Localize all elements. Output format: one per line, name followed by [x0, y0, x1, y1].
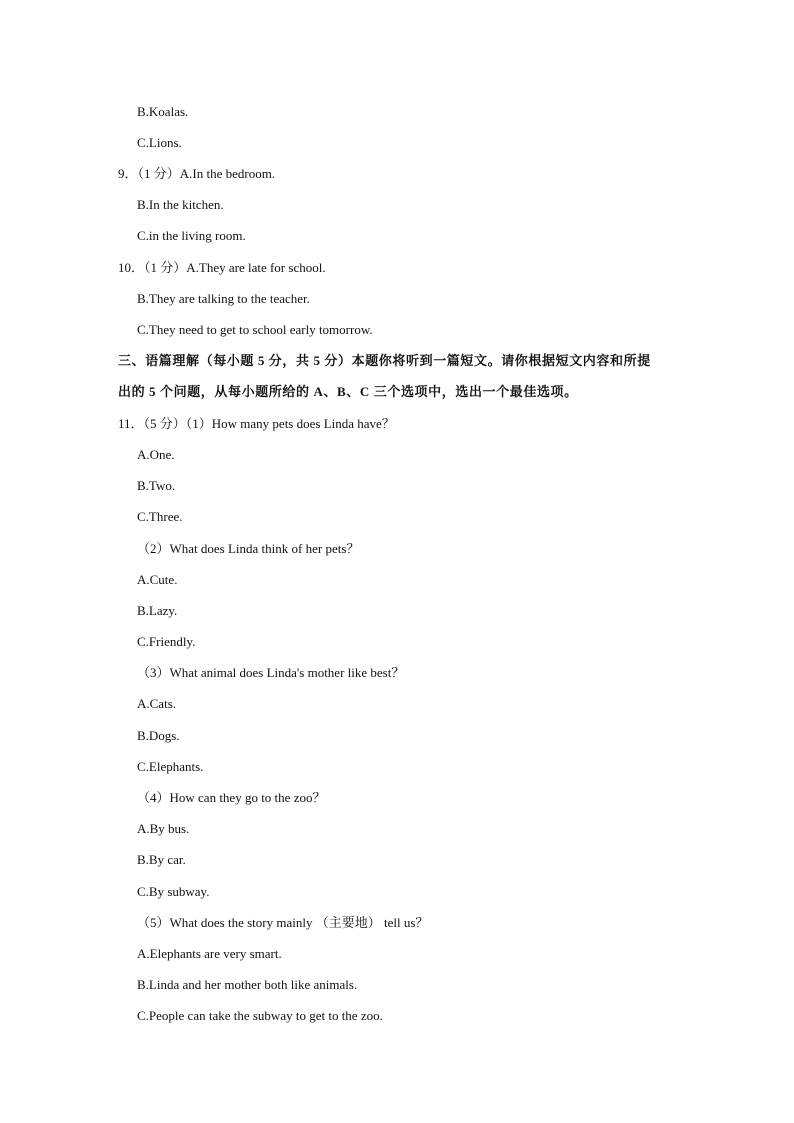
section-3-instructions-line-1: 三、语篇理解（每小题 5 分，共 5 分）本题你将听到一篇短文。请你根据短文内容和所提 — [118, 353, 651, 368]
question-11-3-option-c: C.Elephants. — [137, 759, 204, 774]
question-11-4-option-a: A.By bus. — [137, 821, 190, 836]
question-11-part-4: （4）How can they go to the zoo？ — [137, 790, 326, 805]
question-11-3-option-a: A.Cats. — [137, 696, 176, 711]
question-9-option-c: C.in the living room. — [137, 228, 246, 243]
question-11-part-3: （3）What animal does Linda's mother like best？ — [137, 665, 405, 680]
question-11-5-option-a: A.Elephants are very smart. — [137, 946, 282, 961]
question-10-option-c: C.They need to get to school early tomorrow. — [137, 322, 373, 337]
question-11-4-option-c: C.By subway. — [137, 884, 210, 899]
question-9-option-b: B.In the kitchen. — [137, 197, 224, 212]
question-11-1-option-b: B.Two. — [137, 478, 176, 493]
question-11-part-2: （2）What does Linda think of her pets？ — [137, 541, 360, 556]
question-9: 9．（1 分）A.In the bedroom. — [118, 166, 276, 181]
option-c-lions: C.Lions. — [137, 135, 182, 150]
question-11-2-option-b: B.Lazy. — [137, 603, 178, 618]
question-11-1-option-c: C.Three. — [137, 509, 183, 524]
question-11-5-option-c: C.People can take the subway to get to the zoo. — [137, 1008, 383, 1023]
question-11-part-1: 11．（5 分）（1）How many pets does Linda have？ — [118, 416, 395, 431]
question-10-option-b: B.They are talking to the teacher. — [137, 291, 310, 306]
question-11-4-option-b: B.By car. — [137, 852, 186, 867]
section-3-instructions-line-2: 出的 5 个问题，从每小题所给的 A、B、C 三个选项中，选出一个最佳选项。 — [118, 384, 578, 399]
question-11-5-option-b: B.Linda and her mother both like animals. — [137, 977, 358, 992]
question-11-part-5: （5）What does the story mainly （主要地） tell us？ — [137, 915, 429, 930]
question-11-2-option-a: A.Cute. — [137, 572, 178, 587]
question-11-1-option-a: A.One. — [137, 447, 175, 462]
question-11-2-option-c: C.Friendly. — [137, 634, 196, 649]
question-11-3-option-b: B.Dogs. — [137, 728, 180, 743]
question-10: 10．（1 分）A.They are late for school. — [118, 260, 326, 275]
option-b-koalas: B.Koalas. — [137, 104, 189, 119]
